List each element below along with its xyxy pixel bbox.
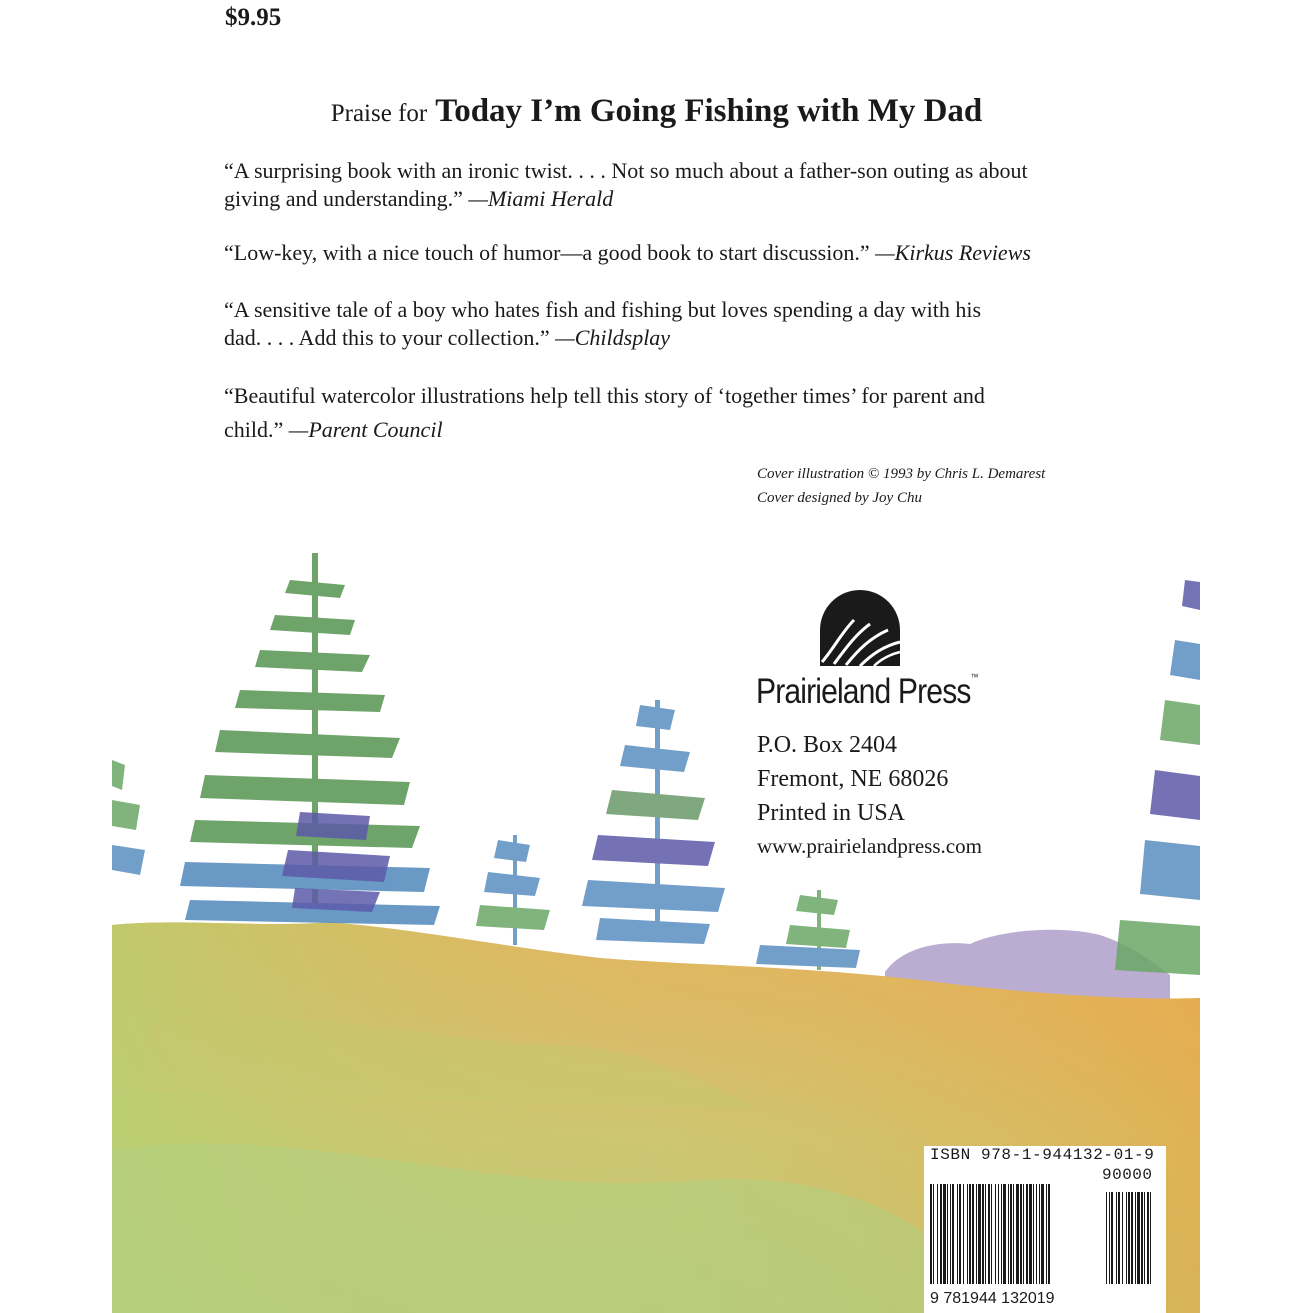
tree-left-edge: [112, 760, 145, 875]
isbn-barcode: [924, 1146, 1166, 1313]
barcode-bar: [1039, 1184, 1040, 1284]
illustration-credit: Cover illustration © 1993 by Chris L. Demarest: [757, 466, 1046, 482]
price-addon-number: 90000: [1102, 1166, 1153, 1184]
barcode-bar: [982, 1184, 984, 1284]
barcode-bar: [1029, 1184, 1032, 1284]
publisher-name: Prairieland Press™: [756, 672, 978, 711]
barcode-bars: [928, 1184, 1164, 1288]
barcode-bar: [1023, 1184, 1024, 1284]
addon-barcode-bar: [1150, 1192, 1151, 1284]
barcode-bar: [967, 1184, 968, 1284]
addon-barcode-bar: [1141, 1192, 1143, 1284]
tree-small-1: [476, 835, 550, 945]
barcode-bar: [930, 1184, 932, 1284]
design-credit: Cover designed by Joy Chu: [757, 490, 922, 506]
review-quote-3: “A sensitive tale of a boy who hates fish and fishing but loves spending a day with his dad. . . . Add this to your collection.” —Childsplay: [224, 297, 982, 350]
price-label: $9.95: [225, 4, 282, 31]
book-title: Today I’m Going Fishing with My Dad: [435, 93, 983, 129]
barcode-bar: [1048, 1184, 1050, 1284]
barcode-bar: [937, 1184, 938, 1284]
publisher-address-line2: Fremont, NE 68026: [757, 766, 949, 792]
tree-center: [582, 700, 725, 944]
barcode-bar: [976, 1184, 977, 1284]
barcode-bar: [952, 1184, 954, 1284]
barcode-bar: [995, 1184, 996, 1284]
barcode-bar: [1046, 1184, 1047, 1284]
barcode-bar: [1033, 1184, 1034, 1284]
barcode-bar: [1008, 1184, 1009, 1284]
printed-in-label: Printed in USA: [757, 800, 906, 826]
barcode-bar: [991, 1184, 992, 1284]
barcode-bar: [957, 1184, 958, 1284]
publisher-website: www.prairielandpress.com: [757, 834, 982, 858]
review-quote-2: “Low-key, with a nice touch of humor—a good book to start discussion.” —Kirkus Reviews: [224, 240, 1031, 265]
addon-barcode-bar: [1135, 1192, 1136, 1284]
barcode-bar: [985, 1184, 986, 1284]
barcode-bar: [998, 1184, 999, 1284]
addon-barcode-bar: [1131, 1192, 1133, 1284]
barcode-bar: [972, 1184, 974, 1284]
barcode-bar: [943, 1184, 946, 1284]
review-source: —Kirkus Reviews: [875, 240, 1031, 265]
barcode-bar: [1036, 1184, 1037, 1284]
tree-right-edge: [1115, 580, 1200, 975]
barcode-bar: [1010, 1184, 1012, 1284]
barcode-bar: [963, 1184, 964, 1284]
addon-barcode-bar: [1116, 1192, 1117, 1284]
review-source: —Childsplay: [555, 325, 671, 350]
ean-number: 9 781944 132019: [930, 1290, 1055, 1307]
praise-lead: Praise for: [330, 100, 428, 127]
prairieland-press-logo-icon: [812, 588, 908, 668]
barcode-bar: [1016, 1184, 1019, 1284]
barcode-bar: [940, 1184, 942, 1284]
barcode-bar: [933, 1184, 934, 1284]
addon-barcode-bar: [1111, 1192, 1113, 1284]
review-source: —Miami Herald: [468, 186, 614, 211]
addon-barcode-bar: [1118, 1192, 1120, 1284]
barcode-bar: [1013, 1184, 1014, 1284]
barcode-bar: [1020, 1184, 1022, 1284]
barcode-bar: [947, 1184, 948, 1284]
barcode-bar: [978, 1184, 981, 1284]
barcode-bar: [1003, 1184, 1006, 1284]
trademark-symbol: ™: [970, 672, 978, 682]
review-quote-4: “Beautiful watercolor illustrations help tell this story of ‘together times’ for parent and child.” —Parent Council: [224, 383, 985, 442]
barcode-bar: [1026, 1184, 1028, 1284]
addon-barcode-bar: [1144, 1192, 1145, 1284]
addon-barcode-bar: [1137, 1192, 1140, 1284]
addon-barcode-bar: [1147, 1192, 1149, 1284]
addon-barcode-bar: [1126, 1192, 1127, 1284]
barcode-bar: [950, 1184, 951, 1284]
review-quote-1: “A surprising book with an ironic twist. . . . Not so much about a father-son outing as about giving and understanding.” —Miami Herald: [224, 158, 1028, 211]
addon-barcode-bar: [1122, 1192, 1123, 1284]
barcode-bar: [1001, 1184, 1002, 1284]
isbn-number: ISBN 978-1-944132-01-9: [930, 1146, 1155, 1164]
barcode-bar: [969, 1184, 971, 1284]
barcode-bar: [1041, 1184, 1044, 1284]
addon-barcode-bar: [1106, 1192, 1107, 1284]
addon-barcode-bar: [1128, 1192, 1130, 1284]
publisher-address-line1: P.O. Box 2404: [757, 732, 898, 758]
barcode-bar: [959, 1184, 961, 1284]
barcode-bar: [988, 1184, 990, 1284]
addon-barcode-bar: [1109, 1192, 1110, 1284]
review-source: —Parent Council: [288, 417, 443, 442]
tree-small-2: [756, 890, 860, 970]
